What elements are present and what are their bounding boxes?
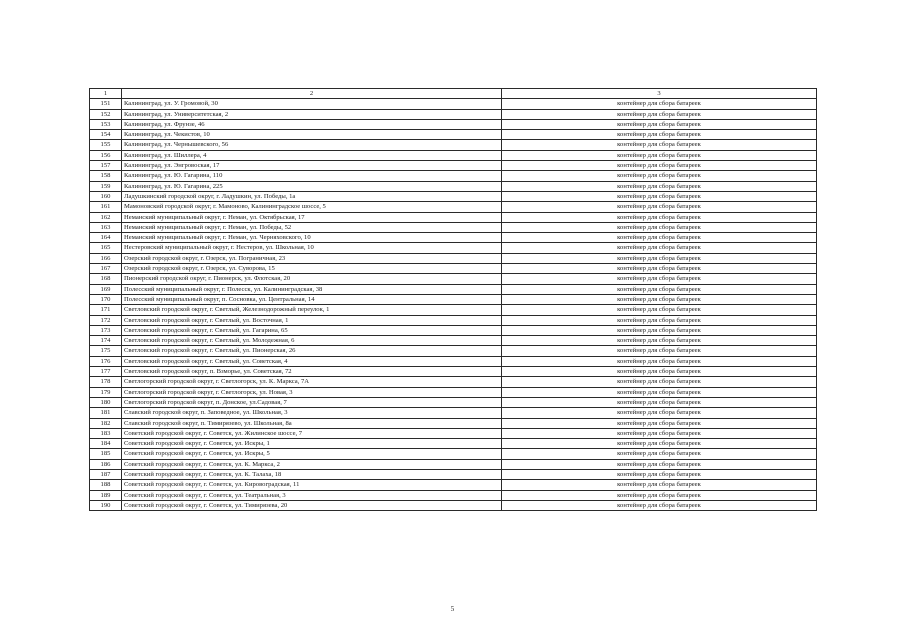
row-address: Светловский городской округ, г. Светлый, ул. Советская, 4 [122,356,502,366]
row-address: Светлогорский городской округ, п. Донское, ул.Садовая, 7 [122,397,502,407]
row-item-type: контейнер для сбора батареек [502,428,817,438]
row-address: Калининград, ул. Фрунзе, 46 [122,119,502,129]
row-address: Калининград, ул. У. Громовой, 30 [122,99,502,109]
row-item-type: контейнер для сбора батареек [502,119,817,129]
row-item-type: контейнер для сбора батареек [502,346,817,356]
row-item-type: контейнер для сбора батареек [502,222,817,232]
table-row [90,233,817,243]
row-address: Светловский городской округ, г. Светлый, ул. Пионерская, 26 [122,346,502,356]
row-number: 153 [90,119,122,129]
row-number: 186 [90,459,122,469]
row-address: Неманский муниципальный округ, г. Неман, ул. Черняховского, 10 [122,233,502,243]
row-item-type: контейнер для сбора батареек [502,315,817,325]
table-row [90,264,817,274]
row-number: 180 [90,397,122,407]
row-address: Неманский муниципальный округ, г. Неман, ул. Победы, 52 [122,222,502,232]
row-item-type: контейнер для сбора батареек [502,500,817,510]
row-address: Советский городской округ, г. Советск, ул. Кировоградская, 11 [122,480,502,490]
row-number: 178 [90,377,122,387]
table-row [90,305,817,315]
row-address: Полесский муниципальный округ, г. Полесск, ул. Калининградская, 38 [122,284,502,294]
row-item-type: контейнер для сбора батареек [502,336,817,346]
row-item-type: контейнер для сбора батареек [502,480,817,490]
row-number: 155 [90,140,122,150]
row-address: Калининград, ул. Университетская, 2 [122,109,502,119]
row-address: Калининград, ул. Ю. Гагарина, 225 [122,181,502,191]
row-item-type: контейнер для сбора батареек [502,181,817,191]
header-col-1: 1 [90,89,122,99]
row-number: 172 [90,315,122,325]
row-number: 183 [90,428,122,438]
table-row [90,99,817,109]
row-number: 176 [90,356,122,366]
row-number: 169 [90,284,122,294]
row-item-type: контейнер для сбора батареек [502,243,817,253]
row-item-type: контейнер для сбора батареек [502,284,817,294]
row-number: 179 [90,387,122,397]
table-row [90,130,817,140]
table-row [90,140,817,150]
row-item-type: контейнер для сбора батареек [502,367,817,377]
table-row [90,428,817,438]
table-row [90,243,817,253]
row-number: 173 [90,325,122,335]
row-item-type: контейнер для сбора батареек [502,109,817,119]
row-address: Неманский муниципальный округ, г. Неман, ул. Октябрьская, 17 [122,212,502,222]
row-number: 167 [90,264,122,274]
row-number: 160 [90,191,122,201]
row-item-type: контейнер для сбора батареек [502,253,817,263]
row-item-type: контейнер для сбора батареек [502,99,817,109]
table-row [90,336,817,346]
row-number: 174 [90,336,122,346]
header-row [90,89,817,99]
row-number: 166 [90,253,122,263]
table-row [90,181,817,191]
row-address: Советский городской округ, г. Советск, ул. Искры, 5 [122,449,502,459]
table-row [90,284,817,294]
row-address: Светловский городской округ, г. Светлый, ул. Молодежная, 6 [122,336,502,346]
table-row [90,119,817,129]
row-item-type: контейнер для сбора батареек [502,459,817,469]
row-number: 156 [90,150,122,160]
table-row [90,397,817,407]
row-number: 189 [90,490,122,500]
table-row [90,315,817,325]
row-item-type: контейнер для сбора батареек [502,397,817,407]
row-address: Светлогорский городской округ, г. Светлогорск, ул. Новая, 3 [122,387,502,397]
row-address: Полесский муниципальный округ, п. Сосновка, ул. Центральная, 14 [122,294,502,304]
row-address: Пионерский городской округ, г. Пионерск, ул. Флотская, 20 [122,274,502,284]
row-address: Калининград, ул. Чернышевского, 56 [122,140,502,150]
row-address: Калининград, ул. Ю. Гагарина, 110 [122,171,502,181]
row-number: 184 [90,439,122,449]
table-row [90,202,817,212]
document-sheet [89,88,817,511]
row-number: 162 [90,212,122,222]
row-number: 177 [90,367,122,377]
row-number: 168 [90,274,122,284]
row-item-type: контейнер для сбора батареек [502,469,817,479]
row-address: Советский городской округ, г. Советск, ул. Искры, 1 [122,439,502,449]
row-address: Калининград, ул. Шиллера, 4 [122,150,502,160]
row-number: 182 [90,418,122,428]
row-number: 187 [90,469,122,479]
row-address: Советский городской округ, г. Советск, ул. К. Талаха, 18 [122,469,502,479]
row-item-type: контейнер для сбора батареек [502,161,817,171]
page-number: 5 [450,605,455,613]
row-item-type: контейнер для сбора батареек [502,377,817,387]
row-number: 164 [90,233,122,243]
row-address: Светловский городской округ, г. Светлый, Железнодорожный переулок, 1 [122,305,502,315]
row-number: 158 [90,171,122,181]
table-row [90,490,817,500]
table-row [90,294,817,304]
table-row [90,274,817,284]
table-row [90,356,817,366]
table-row [90,346,817,356]
table-row [90,150,817,160]
row-number: 181 [90,408,122,418]
row-item-type: контейнер для сбора батареек [502,490,817,500]
row-address: Славский городской округ, п. Заповедное, ул. Школьная, 3 [122,408,502,418]
row-address: Светловский городской округ, г. Светлый, ул. Гагарина, 65 [122,325,502,335]
table-row [90,449,817,459]
row-address: Озерский городской округ, г. Озерск, ул. Пограничная, 23 [122,253,502,263]
row-address: Светлогорский городской округ, г. Светлогорск, ул. К. Маркса, 7А [122,377,502,387]
row-address: Светловский городской округ, г. Светлый, ул. Восточная, 1 [122,315,502,325]
row-address: Славский городской округ, п. Тимирязево, ул. Школьная, 8а [122,418,502,428]
row-number: 163 [90,222,122,232]
row-item-type: контейнер для сбора батареек [502,150,817,160]
table-row [90,109,817,119]
row-item-type: контейнер для сбора батареек [502,212,817,222]
table-row [90,408,817,418]
collection-points-table [89,88,817,511]
row-item-type: контейнер для сбора батареек [502,325,817,335]
row-number: 151 [90,99,122,109]
table-row [90,253,817,263]
table-row [90,161,817,171]
row-address: Калининград, ул. Энгровоская, 17 [122,161,502,171]
table-row [90,212,817,222]
row-address: Советский городской округ, г. Советск, ул. Жилинское шоссе, 7 [122,428,502,438]
row-address: Светловский городской округ, п. Взморье, ул. Советская, 72 [122,367,502,377]
table-row [90,500,817,510]
row-item-type: контейнер для сбора батареек [502,191,817,201]
row-item-type: контейнер для сбора батареек [502,305,817,315]
row-number: 165 [90,243,122,253]
row-number: 175 [90,346,122,356]
row-number: 188 [90,480,122,490]
table-row [90,469,817,479]
row-address: Нестеровский муниципальный округ, г. Нестеров, ул. Школьная, 10 [122,243,502,253]
header-col-3: 3 [502,89,817,99]
row-item-type: контейнер для сбора батареек [502,418,817,428]
row-item-type: контейнер для сбора батареек [502,408,817,418]
row-item-type: контейнер для сбора батареек [502,387,817,397]
row-address: Советский городской округ, г. Советск, ул. К. Маркса, 2 [122,459,502,469]
row-address: Калининград, ул. Чекистов, 10 [122,130,502,140]
row-item-type: контейнер для сбора батареек [502,449,817,459]
table-row [90,439,817,449]
row-number: 152 [90,109,122,119]
row-number: 170 [90,294,122,304]
row-address: Ладушкинский городской округ, г. Ладушкин, ул. Победы, 1а [122,191,502,201]
header-col-2: 2 [122,89,502,99]
row-address: Советский городской округ, г. Советск, ул. Театральная, 3 [122,490,502,500]
table-body [90,99,817,511]
row-address: Мамоновский городской округ, г. Мамоново, Калининградское шоссе, 5 [122,202,502,212]
row-number: 171 [90,305,122,315]
table-row [90,418,817,428]
row-address: Озерский городской округ, г. Озерск, ул. Суворова, 15 [122,264,502,274]
row-item-type: контейнер для сбора батареек [502,140,817,150]
row-number: 185 [90,449,122,459]
table-row [90,325,817,335]
row-item-type: контейнер для сбора батареек [502,356,817,366]
table-row [90,222,817,232]
row-item-type: контейнер для сбора батареек [502,274,817,284]
row-number: 154 [90,130,122,140]
table-row [90,377,817,387]
row-item-type: контейнер для сбора батареек [502,171,817,181]
row-item-type: контейнер для сбора батареек [502,294,817,304]
table-row [90,191,817,201]
row-address: Советский городской округ, г. Советск, ул. Тимирязева, 20 [122,500,502,510]
row-item-type: контейнер для сбора батареек [502,202,817,212]
row-item-type: контейнер для сбора батареек [502,233,817,243]
table-row [90,480,817,490]
row-number: 161 [90,202,122,212]
table-row [90,171,817,181]
row-item-type: контейнер для сбора батареек [502,130,817,140]
row-item-type: контейнер для сбора батареек [502,264,817,274]
table-row [90,387,817,397]
row-number: 190 [90,500,122,510]
table-header [90,89,817,99]
table-row [90,459,817,469]
row-number: 157 [90,161,122,171]
table-row [90,367,817,377]
row-number: 159 [90,181,122,191]
row-item-type: контейнер для сбора батареек [502,439,817,449]
